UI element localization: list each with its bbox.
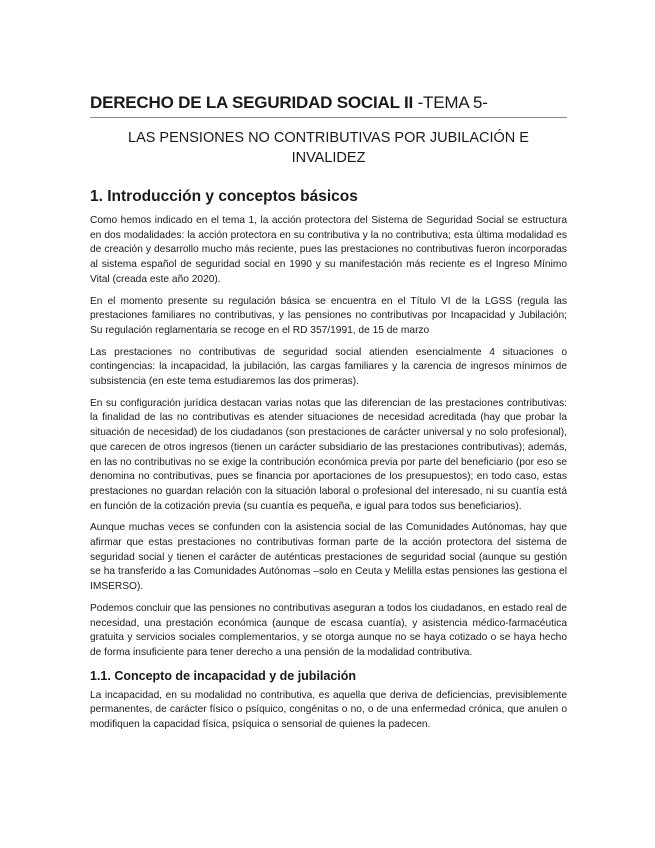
document-title-topic: -TEMA 5- xyxy=(413,93,488,112)
body-paragraph: En el momento presente su regulación básica se encuentra en el Título VI de la LGSS (regula las prestaciones familiares no contributivas, y las pensiones no contributivas por Incapacidad y Jubilación; Su regulación reglamentaria se recoge en el RD 357/1991, de 15 de marzo xyxy=(90,295,567,336)
body-paragraph: Como hemos indicado en el tema 1, la acción protectora del Sistema de Seguridad Social se estructura en dos modalidades: la acción protectora en su contributiva y la no contributiva; esta última modalidad es de creación y desarrollo mucho más reciente, pues las prestaciones no contributivas fueron incorporadas al sistema español de seguridad social en 1990 y su manifestación más reciente es el Ingreso Mínimo Vital (creada este año 2020). xyxy=(90,215,567,285)
document-content xyxy=(90,92,567,740)
body-paragraph: La incapacidad, en su modalidad no contributiva, es aquella que deriva de deficiencias, previsiblemente permanentes, de carácter físico o psíquico, congénitas o no, o de una enfermedad crónica, que anulen o modifiquen la capacidad física, psíquica o sensorial de quienes la padecen. xyxy=(90,689,567,731)
document-subtitle: LAS PENSIONES NO CONTRIBUTIVAS POR JUBILACIÓN E INVALIDEZ xyxy=(128,130,529,166)
body-paragraph: Aunque muchas veces se confunden con la asistencia social de las Comunidades Autónomas, hay que afirmar que estas prestaciones no contributivas forman parte de la acción protectora del sistema de seguridad social y tienen el carácter de auténticas prestaciones de seguridad social (aunque su gestión se ha transferido a las Comunidades Autónomas –solo en Ceuta y Melilla estas pensiones las gestiona el IMSERSO). xyxy=(90,522,567,593)
document-title-main: DERECHO DE LA SEGURIDAD SOCIAL II xyxy=(90,93,414,112)
body-paragraph: Podemos concluir que las pensiones no contributivas aseguran a todos los ciudadanos, en estado real de necesidad, una prestación económica (aunque de escasa cuantía), y asistencia médico-farmacéutica gratuita y servicios sociales complementarios, y se otorga aunque no se haya cotizado o se haya hecho de forma insuficiente para tener derecho a una pensión de la modalidad contributiva. xyxy=(90,602,567,658)
body-paragraph: Las prestaciones no contributivas de seguridad social atienden esencialmente 4 situaciones o contingencias: la incapacidad, la jubilación, las cargas familiares y la carencia de ingresos mínimos de subsistencia (en este tema estudiaremos las dos primeras). xyxy=(90,346,567,388)
subsection-heading: 1.1. Concepto de incapacidad y de jubilación xyxy=(90,668,357,683)
body-paragraph: En su configuración jurídica destacan varias notas que las diferencian de las prestaciones contributivas: la finalidad de las no contributivas es atender situaciones de necesidad acreditada (hay que probar la situación de necesidad) de los ciudadanos (son prestaciones de carácter universal y no solo profesional), que carecen de otros ingresos (tienen un carácter subsidiario de las prestaciones contributivas); además, en las no contributivas no se exige la contribución económica previa por parte del beneficiario (por eso se denomina no contributivas, pues se financia por aportaciones de los presupuestos); en todo caso, estas prestaciones no guardan relación con la situación laboral o profesional del interesado, ni su cuantía está en función de la cotización previa (su cuantía es pequeña, e igual para todos sus beneficiarios). xyxy=(90,397,567,512)
document-title xyxy=(90,92,567,118)
section-heading: 1. Introducción y conceptos básicos xyxy=(90,188,358,205)
